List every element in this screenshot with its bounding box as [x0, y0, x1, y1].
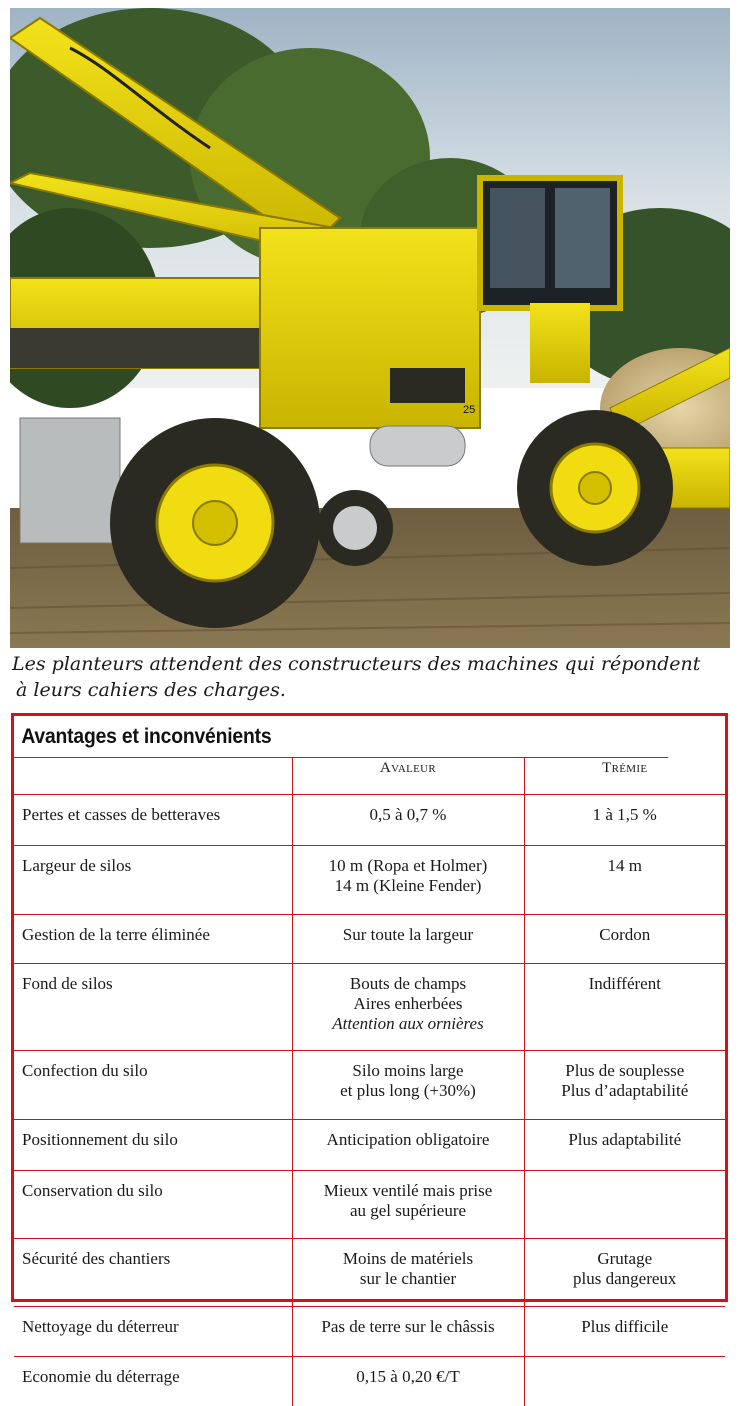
row-label: Sécurité des chantiers	[14, 1239, 292, 1307]
cell-tremie	[524, 1239, 725, 1307]
cell-line: Aires enherbées	[293, 994, 524, 1014]
table-row	[14, 1171, 725, 1239]
cell-line: 0,5 à 0,7 %	[293, 805, 524, 825]
row-label: Nettoyage du déterreur	[14, 1307, 292, 1357]
table-row	[14, 1120, 725, 1171]
table-row	[14, 1307, 725, 1357]
cell-line: Moins de matériels	[293, 1249, 524, 1269]
table-header-row	[14, 758, 725, 795]
cell-tremie	[524, 1171, 725, 1239]
cell-line: Plus de souplesse	[525, 1061, 726, 1081]
cell-line: plus dangereux	[525, 1269, 726, 1289]
cell-line: 10 m (Ropa et Holmer)	[293, 856, 524, 876]
engine-grille	[390, 368, 465, 403]
cell-avaleur	[292, 915, 524, 964]
cell-line: 14 m	[525, 856, 726, 876]
row-label: Positionnement du silo	[14, 1120, 292, 1171]
cell-line: Cordon	[525, 925, 726, 945]
cell-line: Bouts de champs	[293, 974, 524, 994]
cell-tremie	[524, 915, 725, 964]
cell-line: Plus difficile	[525, 1317, 726, 1337]
cell-avaleur	[292, 846, 524, 915]
table-row	[14, 795, 725, 846]
header-tremie: Trémie	[524, 758, 725, 795]
cell-line: Grutage	[525, 1249, 726, 1269]
row-label: Confection du silo	[14, 1051, 292, 1120]
cell-tremie	[524, 964, 725, 1051]
table-row	[14, 964, 725, 1051]
table-row	[14, 1051, 725, 1120]
table-row	[14, 915, 725, 964]
caption-line-1: Les planteurs attendent des constructeurs des machines qui répondent	[12, 651, 737, 677]
cell-line: Sur toute la largeur	[293, 925, 524, 945]
cell-line: Plus d’adaptabilité	[525, 1081, 726, 1101]
cell-line: Pas de terre sur le châssis	[293, 1317, 524, 1337]
cell-line: 0,15 à 0,20 €/T	[293, 1367, 524, 1387]
cell-avaleur	[292, 1307, 524, 1357]
beet-harvester-photo	[10, 8, 730, 648]
rear-wheel	[517, 410, 673, 566]
cell-avaleur	[292, 795, 524, 846]
comparison-table-box	[11, 713, 728, 1302]
cell-avaleur	[292, 1239, 524, 1307]
beet-harvester-illustration	[10, 8, 730, 648]
cell-line: Indifférent	[525, 974, 726, 994]
table-row	[14, 1357, 725, 1406]
cell-avaleur	[292, 964, 524, 1051]
cell-line: Mieux ventilé mais prise	[293, 1181, 524, 1201]
cell-avaleur	[292, 1357, 524, 1406]
header-avaleur: Avaleur	[292, 758, 524, 795]
caption-line-2: à leurs cahiers des charges.	[12, 677, 737, 703]
header-criterion	[14, 758, 292, 795]
cell-tremie	[524, 1357, 725, 1406]
row-label: Pertes et casses de betteraves	[14, 795, 292, 846]
cell-avaleur	[292, 1120, 524, 1171]
cell-line: Anticipation obligatoire	[293, 1130, 524, 1150]
row-label: Economie du déterrage	[14, 1357, 292, 1406]
cell-line: Plus adaptabilité	[525, 1130, 726, 1150]
cell-line: Silo moins large	[293, 1061, 524, 1081]
front-wheel	[110, 418, 320, 628]
cell-line: 1 à 1,5 %	[525, 805, 726, 825]
cell-avaleur	[292, 1171, 524, 1239]
cell-avaleur	[292, 1051, 524, 1120]
row-label: Conservation du silo	[14, 1171, 292, 1239]
cell-line: Attention aux ornières	[293, 1014, 524, 1034]
photo-caption	[12, 651, 737, 703]
control-box	[20, 418, 120, 543]
fuel-tank	[370, 426, 465, 466]
cell-tremie	[524, 1120, 725, 1171]
cell-line: 14 m (Kleine Fender)	[293, 876, 524, 896]
small-wheel	[317, 490, 393, 566]
cell-line: sur le chantier	[293, 1269, 524, 1289]
table-title: Avantages et inconvénients	[14, 716, 668, 758]
cell-tremie	[524, 846, 725, 915]
row-label: Largeur de silos	[14, 846, 292, 915]
table-row	[14, 1239, 725, 1307]
cell-tremie	[524, 1307, 725, 1357]
row-label: Fond de silos	[14, 964, 292, 1051]
table-row	[14, 846, 725, 915]
row-label: Gestion de la terre éliminée	[14, 915, 292, 964]
cell-line: au gel supérieure	[293, 1201, 524, 1221]
cab-number: 25	[463, 404, 475, 416]
cell-tremie	[524, 1051, 725, 1120]
cell-line: et plus long (+30%)	[293, 1081, 524, 1101]
cell-tremie	[524, 795, 725, 846]
